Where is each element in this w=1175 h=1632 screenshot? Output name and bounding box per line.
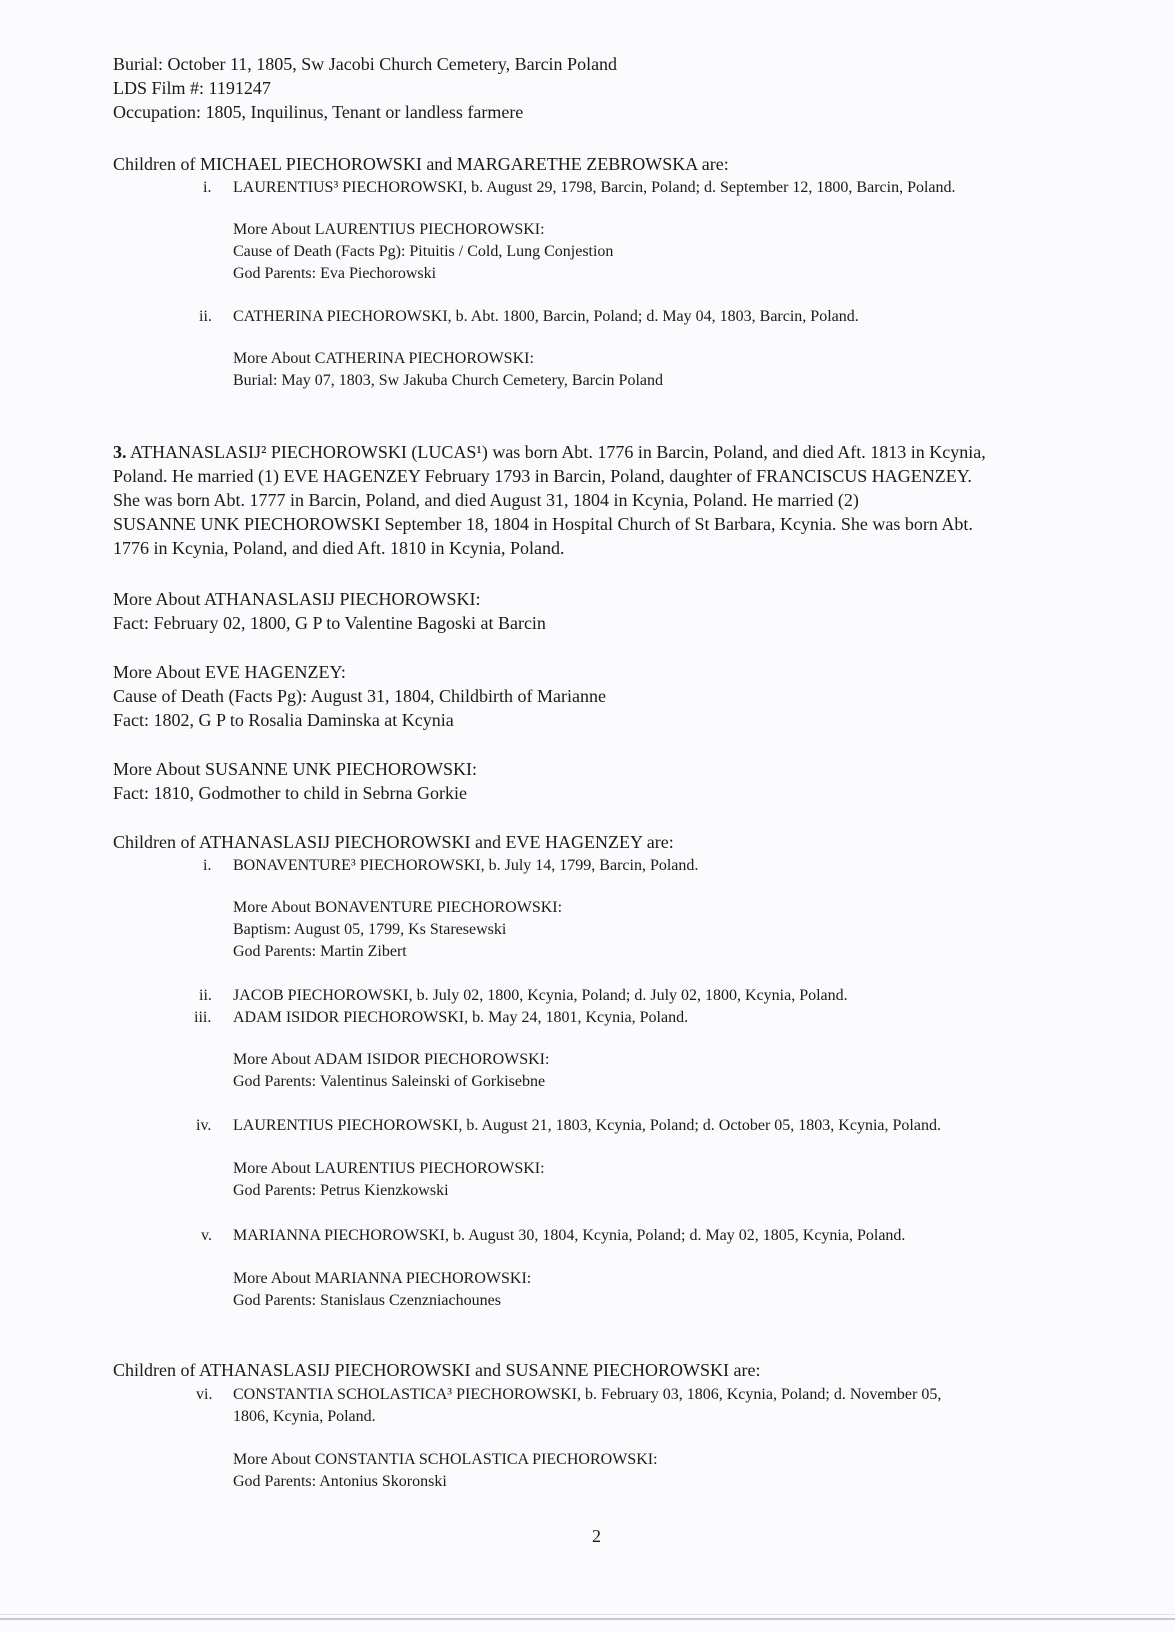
children-michael-heading: Children of MICHAEL PIECHOROWSKI and MARGARETHE ZEBROWSKA are:: [113, 154, 729, 174]
athanaslasij-entry-line: 1776 in Kcynia, Poland, and died Aft. 1810 in Kcynia, Poland.: [113, 538, 565, 558]
fact-line: Fact: February 02, 1800, G P to Valentine Bagoski at Barcin: [113, 613, 546, 633]
scan-edge-line: [0, 1614, 1175, 1615]
children-susanne-heading: Children of ATHANASLASIJ PIECHOROWSKI and SUSANNE PIECHOROWSKI are:: [113, 1360, 761, 1380]
generation-number: 3.: [113, 442, 127, 462]
child-entry: ADAM ISIDOR PIECHOROWSKI, b. May 24, 1801, Kcynia, Poland.: [233, 1009, 689, 1026]
more-about-heading: More About LAURENTIUS PIECHOROWSKI:: [233, 221, 545, 238]
fact-line: God Parents: Valentinus Saleinski of Gorkisebne: [233, 1073, 546, 1090]
more-about-heading: More About CONSTANTIA SCHOLASTICA PIECHOROWSKI:: [233, 1451, 658, 1468]
athanaslasij-entry-text: ATHANASLASIJ² PIECHOROWSKI (LUCAS¹) was born Abt. 1776 in Barcin, Poland, and died Aft. 1813 in Kcynia,: [130, 442, 986, 462]
page-number: 2: [592, 1526, 601, 1546]
fact-line: God Parents: Stanislaus Czenzniachounes: [233, 1292, 501, 1309]
child-entry: LAURENTIUS PIECHOROWSKI, b. August 21, 1803, Kcynia, Poland; d. October 05, 1803, Kcynia, Poland.: [233, 1117, 941, 1134]
children-eve-heading: Children of ATHANASLASIJ PIECHOROWSKI and EVE HAGENZEY are:: [113, 832, 674, 852]
child-entry: JACOB PIECHOROWSKI, b. July 02, 1800, Kcynia, Poland; d. July 02, 1800, Kcynia, Poland.: [233, 987, 848, 1004]
child-entry: BONAVENTURE³ PIECHOROWSKI, b. July 14, 1799, Barcin, Poland.: [233, 857, 699, 874]
fact-line: Fact: 1810, Godmother to child in Sebrna Gorkie: [113, 783, 467, 803]
fact-line: God Parents: Petrus Kienzkowski: [233, 1182, 449, 1199]
child-entry: CONSTANTIA SCHOLASTICA³ PIECHOROWSKI, b. February 03, 1806, Kcynia, Poland; d. November 05,: [233, 1386, 942, 1403]
child-numeral: ii.: [199, 987, 212, 1004]
more-about-heading: More About BONAVENTURE PIECHOROWSKI:: [233, 899, 563, 916]
athanaslasij-entry-line: She was born Abt. 1777 in Barcin, Poland, and died August 31, 1804 in Kcynia, Poland. He married (2): [113, 490, 859, 510]
child-numeral: iv.: [196, 1117, 212, 1134]
more-about-heading: More About SUSANNE UNK PIECHOROWSKI:: [113, 759, 478, 779]
occupation-line: Occupation: 1805, Inquilinus, Tenant or landless farmere: [113, 102, 524, 122]
fact-line: Cause of Death (Facts Pg): August 31, 1804, Childbirth of Marianne: [113, 686, 606, 706]
more-about-heading: More About LAURENTIUS PIECHOROWSKI:: [233, 1160, 545, 1177]
child-numeral: iii.: [194, 1009, 212, 1026]
fact-line: Burial: May 07, 1803, Sw Jakuba Church Cemetery, Barcin Poland: [233, 372, 663, 389]
child-entry: CATHERINA PIECHOROWSKI, b. Abt. 1800, Barcin, Poland; d. May 04, 1803, Barcin, Poland.: [233, 308, 859, 325]
child-numeral: v.: [201, 1227, 212, 1244]
child-numeral: ii.: [199, 308, 212, 325]
athanaslasij-entry-line: [113, 440, 986, 464]
fact-line: Fact: 1802, G P to Rosalia Daminska at Kcynia: [113, 710, 454, 730]
burial-line: Burial: October 11, 1805, Sw Jacobi Church Cemetery, Barcin Poland: [113, 54, 618, 74]
lds-film-line: LDS Film #: 1191247: [113, 78, 271, 98]
child-entry: LAURENTIUS³ PIECHOROWSKI, b. August 29, 1798, Barcin, Poland; d. September 12, 1800, Barcin, Poland.: [233, 179, 956, 196]
athanaslasij-entry-line: Poland. He married (1) EVE HAGENZEY February 1793 in Barcin, Poland, daughter of FRANCISCUS HAGENZEY.: [113, 466, 972, 486]
scan-bottom-border: [0, 1618, 1175, 1620]
more-about-heading: More About ATHANASLASIJ PIECHOROWSKI:: [113, 589, 481, 609]
more-about-heading: More About CATHERINA PIECHOROWSKI:: [233, 350, 534, 367]
child-numeral: i.: [203, 179, 212, 196]
fact-line: God Parents: Antonius Skoronski: [233, 1473, 447, 1490]
child-entry: MARIANNA PIECHOROWSKI, b. August 30, 1804, Kcynia, Poland; d. May 02, 1805, Kcynia, Poland.: [233, 1227, 906, 1244]
fact-line: Baptism: August 05, 1799, Ks Staresewski: [233, 921, 507, 938]
fact-line: God Parents: Eva Piechorowski: [233, 265, 437, 282]
more-about-heading: More About EVE HAGENZEY:: [113, 662, 346, 682]
fact-line: Cause of Death (Facts Pg): Pituitis / Cold, Lung Conjestion: [233, 243, 614, 260]
child-entry: 1806, Kcynia, Poland.: [233, 1408, 376, 1425]
more-about-heading: More About MARIANNA PIECHOROWSKI:: [233, 1270, 532, 1287]
child-numeral: vi.: [196, 1386, 213, 1403]
child-numeral: i.: [203, 857, 212, 874]
athanaslasij-entry-line: SUSANNE UNK PIECHOROWSKI September 18, 1804 in Hospital Church of St Barbara, Kcynia. She was born Abt.: [113, 514, 973, 534]
more-about-heading: More About ADAM ISIDOR PIECHOROWSKI:: [233, 1051, 550, 1068]
fact-line: God Parents: Martin Zibert: [233, 943, 407, 960]
